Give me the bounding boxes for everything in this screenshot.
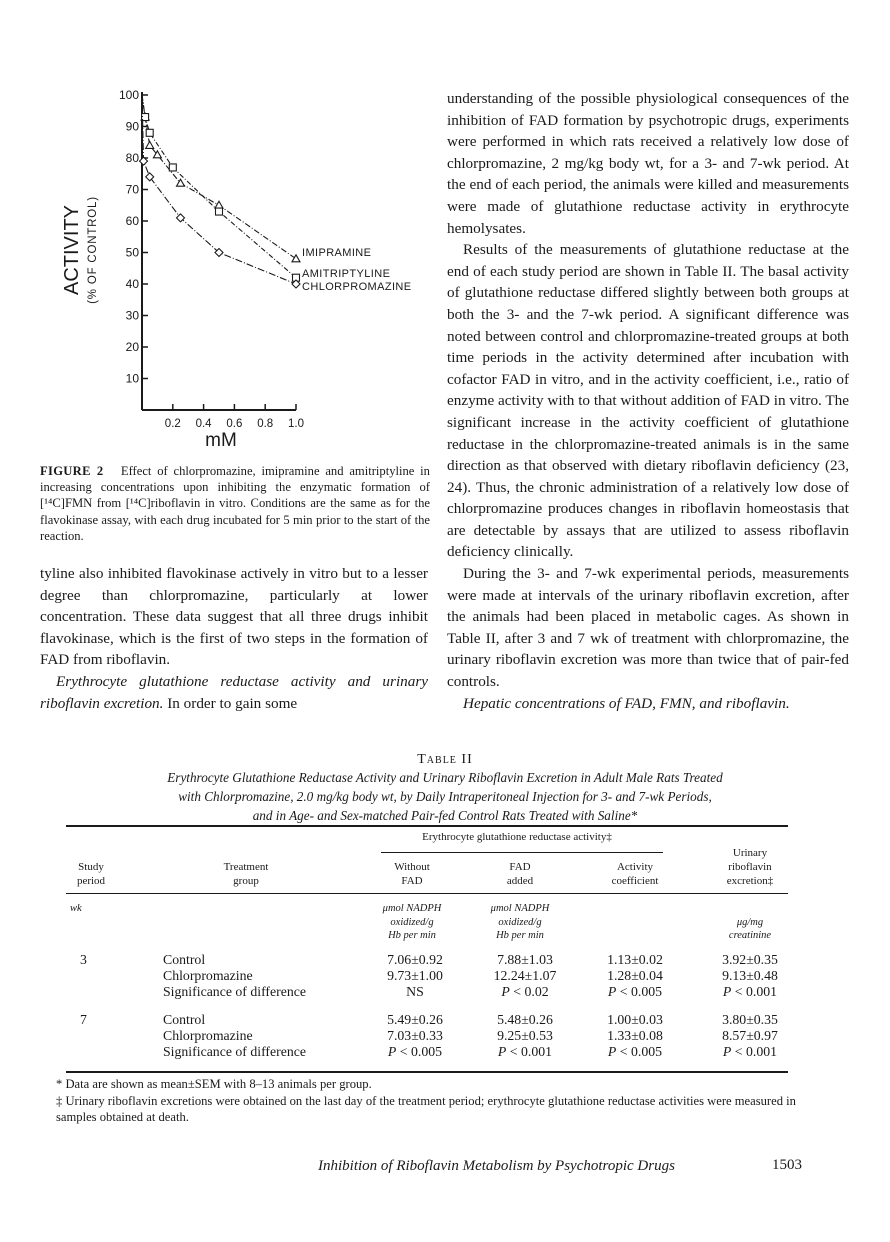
table-cell-group: Significance of difference [163, 1044, 307, 1059]
triangle-marker-icon [215, 201, 223, 208]
table-cell-urinary: 3.80±0.35 [722, 1012, 778, 1027]
table-cell-without-fad: 9.73±1.00 [387, 968, 443, 983]
running-title: Inhibition of Riboflavin Metabolism by Psychotropic Drugs [318, 1158, 675, 1174]
header-without-fad [372, 860, 452, 888]
square-marker-icon [146, 129, 153, 136]
triangle-marker-icon [146, 141, 154, 148]
x-tick-label: 0.4 [195, 418, 212, 430]
header-text: Treatment [223, 861, 269, 873]
y-tick-label: 70 [125, 182, 139, 197]
paragraph: During the 3- and 7-wk experimental periods, measurements were made at intervals of the urinary riboflavin excretion, after the animals had been placed in metabolic cages. As shown in Table II, after 3 and 7 wk of treatment with chlorpromazine, the urinary riboflavin excretion was more than twice that of pair-fed controls. [447, 565, 849, 691]
table-cell-period: 3 [80, 952, 87, 967]
group-header: Erythrocyte glutathione reductase activity‡ [422, 831, 612, 843]
footnote: * Data are shown as mean±SEM with 8–13 animals per group. [56, 1077, 372, 1091]
header-treatment-group [196, 860, 296, 888]
header-bottom-rule [66, 893, 788, 894]
figure-caption-label: FIGURE 2 [40, 464, 104, 478]
figure-caption [40, 463, 430, 544]
x-tick-label: 0.6 [226, 418, 243, 430]
unit-text: Hb per min [388, 930, 436, 941]
y-tick-label: 60 [125, 214, 139, 228]
y-tick-label: 100 [118, 88, 139, 102]
unit-text: oxidized/g [390, 916, 434, 928]
table-cell-fad-added: P < 0.02 [501, 984, 549, 999]
table-cell-fad-added: 5.48±0.26 [497, 1012, 553, 1027]
paragraph-text: In order to gain some [163, 694, 298, 712]
unit-text: Hb per min [496, 930, 544, 941]
unit-study-period: wk [70, 903, 82, 914]
unit-text: creatinine [728, 930, 772, 941]
figure-2 [40, 80, 430, 470]
table-subtitle [40, 768, 850, 825]
table-cell-without-fad: 7.03±0.33 [387, 1028, 443, 1043]
header-text: riboflavin [728, 861, 772, 873]
x-tick-label: 0.2 [164, 418, 181, 430]
table-subtitle-line: with Chlorpromazine, 2.0 mg/kg body wt, by Daily Intraperitoneal Injection for 3- and 7-wk Periods, [178, 789, 712, 804]
y-tick-label: 40 [125, 277, 139, 291]
header-text: Study [78, 861, 104, 873]
header-text: excretion‡ [726, 875, 774, 887]
header-activity-coefficient [590, 860, 680, 888]
header-study-period [62, 860, 120, 888]
table-cell-urinary: 3.92±0.35 [722, 952, 778, 967]
paragraph [40, 671, 428, 714]
header-text: group [233, 875, 259, 887]
footnote: ‡ Urinary riboflavin excretions were obtained on the last day of the treatment period; erythrocyte glutathione reductase activities were measured in samples obtained at death. [56, 1093, 796, 1124]
table-title: Table II [417, 752, 473, 767]
header-text: FAD [401, 875, 423, 887]
table-cell-coef: P < 0.005 [607, 1044, 663, 1059]
unit-urinary [705, 916, 795, 943]
table-cell-coef: 1.28±0.04 [607, 968, 663, 983]
diamond-marker-icon [146, 173, 154, 181]
table-cell-without-fad: NS [406, 984, 424, 999]
paragraph: understanding of the possible physiological consequences of the inhibition of FAD formation by psychotropic drugs, experiments were performed in which rats received a relatively low dose of chlorpromazine, 2 mg/kg body wt, for a 3- and 7-wk period. At the end of each period, the animals were killed and measurements were made of glutathione reductase activity in erythrocyte hemolysates. [447, 90, 849, 237]
x-tick-label: 1.0 [288, 418, 304, 430]
line-chart [40, 80, 430, 470]
table-footnotes [56, 1076, 796, 1126]
y-tick-label: 30 [125, 308, 139, 323]
y-tick-label: 90 [125, 119, 139, 134]
header-text: Activity [616, 861, 654, 873]
group-header-rule [381, 852, 663, 853]
paragraph: Results of the measurements of glutathione reductase at the end of each study period are shown in Table II. The basal activity of glutathione reductase differed slightly between both groups at both the 3- and the 7-wk period. A significant difference was noted between control and chlorpromazine-treated groups at both time periods in the activity determined after incubation with cofactor FAD in vitro, and in the activity coefficient, i.e., ratio of enzyme activity with to that without addition of FAD in vitro. The significant increase in the activity coefficient of glutathione reductase in the chlorpromazine-treated animals is in the same direction as that observed with dietary riboflavin deficiency (23, 24). Thus, the chronic administration of a relatively low dose of chlorpromazine produces changes in riboflavin homeostasis that are detectable by assays that are utilized to assess riboflavin deficiency clinically. [447, 241, 849, 561]
table-cell-urinary: P < 0.001 [722, 1044, 778, 1059]
legend-label: CHLORPROMAZINE [302, 281, 412, 293]
table-subtitle-line: and in Age- and Sex-matched Pair-fed Control Rats Treated with Saline* [252, 808, 638, 823]
x-axis-label: mM [205, 430, 237, 451]
table-cell-coef: 1.33±0.08 [607, 1028, 663, 1043]
square-marker-icon [169, 164, 176, 171]
table-cell-urinary: P < 0.001 [722, 984, 778, 999]
unit-fad-added [475, 902, 565, 943]
header-text: period [76, 875, 106, 887]
header-fad-added [480, 860, 560, 888]
table-cell-fad-added: P < 0.001 [497, 1044, 553, 1059]
table-cell-coef: 1.13±0.02 [607, 952, 663, 967]
table-cell-fad-added: 7.88±1.03 [497, 952, 553, 967]
page-number: 1503 [772, 1157, 802, 1173]
legend-label: IMIPRAMINE [302, 247, 372, 259]
table-cell-fad-added: 9.25±0.53 [497, 1028, 553, 1043]
table-cell-period: 7 [80, 1012, 87, 1027]
unit-text: μg/mg [736, 916, 764, 928]
table-cell-fad-added: 12.24±1.07 [493, 968, 557, 983]
x-tick-label: 0.8 [257, 418, 274, 430]
legend-label: AMITRIPTYLINE [302, 268, 391, 280]
unit-text: oxidized/g [498, 916, 542, 928]
header-text: Urinary [732, 847, 768, 859]
y-tick-label: 10 [125, 371, 139, 386]
table-cell-coef: 1.00±0.03 [607, 1012, 663, 1027]
series-chlorpromazine [140, 95, 300, 288]
table-cell-without-fad: 7.06±0.92 [387, 952, 443, 967]
y-tick-label: 80 [125, 151, 139, 165]
table-bottom-rule [66, 1071, 788, 1073]
figure-caption-text: Effect of chlorpromazine, imipramine and amitriptyline in increasing concentrations upon inhibiting the enzymatic formation of [¹⁴C]FMN from [¹⁴C]riboflavin in vitro. Conditions are the same as for the flavokinase assay, with each drug incubated for 5 min prior to the start of the reaction. [40, 464, 430, 543]
header-text: Without [394, 861, 430, 873]
header-text: FAD [509, 861, 531, 873]
y-tick-label: 50 [125, 245, 139, 260]
y-axis-label: ACTIVITY [61, 204, 83, 296]
table-cell-without-fad: P < 0.005 [387, 1044, 443, 1059]
section-run-in-heading: Erythrocyte glutathione reductase activity and urinary riboflavin excretion. [40, 672, 428, 712]
square-marker-icon [216, 208, 223, 215]
table-top-rule [66, 825, 788, 827]
table-cell-group: Chlorpromazine [163, 1028, 253, 1043]
right-column [447, 88, 849, 714]
triangle-marker-icon [177, 179, 185, 186]
left-column [40, 563, 428, 714]
table-subtitle-line: Erythrocyte Glutathione Reductase Activity and Urinary Riboflavin Excretion in Adult Male Rats Treated [167, 770, 723, 785]
y-tick-label: 20 [125, 340, 139, 354]
table-cell-group: Control [163, 1012, 206, 1027]
header-urinary-excretion [705, 846, 795, 888]
unit-text: μmol NADPH [490, 903, 550, 914]
triangle-marker-icon [292, 255, 300, 262]
table-cell-without-fad: 5.49±0.26 [387, 1012, 443, 1027]
table-cell-coef: P < 0.005 [607, 984, 663, 999]
header-text: added [506, 875, 534, 887]
header-text: coefficient [611, 875, 659, 887]
table-cell-group: Significance of difference [163, 984, 307, 999]
y-axis-sublabel: (% OF CONTROL) [87, 196, 99, 304]
table-cell-urinary: 9.13±0.48 [722, 968, 778, 983]
section-run-in-heading: Hepatic concentrations of FAD, FMN, and riboflavin. [463, 694, 790, 712]
paragraph: tyline also inhibited flavokinase actively in vitro but to a lesser degree than chlorpromazine, particularly at lower concentration. These data suggest that all three drugs inhibit flavokinase, which is the first of two steps in the formation of FAD from riboflavin. [40, 565, 428, 669]
series-imipramine [141, 95, 300, 262]
unit-text: μmol NADPH [382, 903, 442, 914]
unit-without-fad [367, 902, 457, 943]
table-cell-urinary: 8.57±0.97 [722, 1028, 778, 1043]
table-cell-group: Control [163, 952, 206, 967]
table-cell-group: Chlorpromazine [163, 968, 253, 983]
